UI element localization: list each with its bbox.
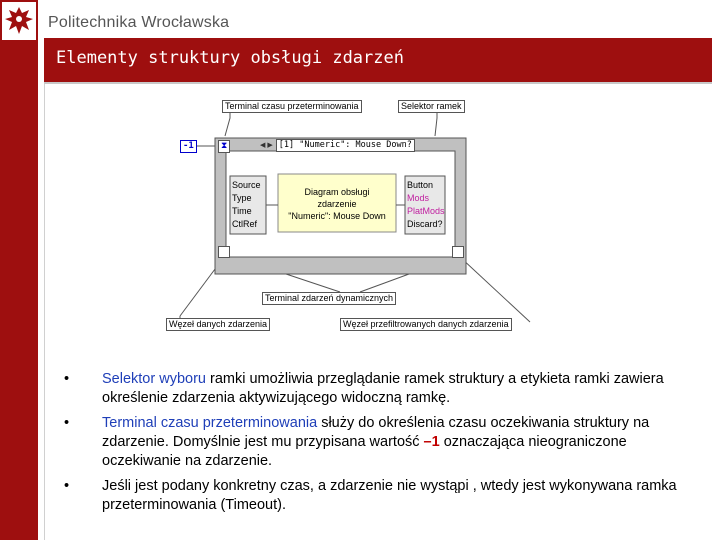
filter-data-node (407, 179, 447, 231)
left-item-source: Source (232, 180, 261, 190)
event-structure-diagram (160, 96, 540, 336)
hourglass-icon: ⧗ (218, 140, 230, 153)
bullet-item (60, 477, 700, 515)
sidebar-stripe (0, 0, 38, 540)
frame-content (278, 186, 396, 222)
title-bar (44, 38, 712, 84)
eagle-icon (2, 2, 36, 40)
bullet-item (60, 414, 700, 471)
brand-name: Politechnika Wrocławska (48, 14, 230, 31)
selector-text: [1] "Numeric": Mouse Down? (276, 139, 415, 152)
dynamic-terminal-label: Terminal zdarzeń dynamicznych (262, 292, 396, 305)
right-item-platmods: PlatMods (407, 206, 445, 216)
left-item-type: Type (232, 193, 252, 203)
bullet-item (60, 370, 700, 408)
left-item-ctlref: CtlRef (232, 219, 258, 229)
event-data-node-label: Węzeł danych zdarzenia (166, 318, 270, 331)
page-title: Elementy struktury obsługi zdarzeń (56, 48, 404, 68)
center-line-1: Diagram obsługi (304, 187, 370, 197)
selector-right-arrow-icon[interactable]: ▶ (267, 142, 273, 149)
dynamic-terminal-left (218, 246, 230, 258)
frame-selector[interactable] (260, 139, 455, 151)
center-line-3: "Numeric": Mouse Down (288, 211, 386, 221)
center-line-2: zdarzenie (317, 199, 357, 209)
bullet-dot: • (64, 371, 70, 387)
left-item-time: Time (232, 206, 252, 216)
university-logo (2, 2, 36, 40)
bullet-text: służy do określenia czasu oczekiwania struktury na zdarzenie. Domyślnie jest mu przypisana wartość (102, 415, 650, 450)
timeout-constant: -1 (180, 140, 197, 153)
right-item-button: Button (407, 180, 434, 190)
event-data-node (232, 179, 266, 231)
bullet-text: –1 (423, 434, 440, 450)
right-item-mods: Mods (407, 193, 430, 203)
bullet-dot: • (64, 478, 70, 494)
bullet-text: Terminal czasu przeterminowania (102, 415, 318, 431)
filter-data-node-label: Węzeł przefiltrowanych danych zdarzenia (340, 318, 512, 331)
selector-left-arrow-icon[interactable]: ◀ (260, 142, 266, 149)
bullet-text: Jeśli jest podany konkretny czas, a zdarzenie nie wystąpi , wtedy jest wykonywana ramka przeterminowania (Timeout). (102, 478, 677, 513)
frame-selector-label: Selektor ramek (398, 100, 465, 113)
bullet-text: ramki umożliwia przeglądanie ramek struktury a etykieta ramki zawiera określenie zdarzenia aktywizującego widoczną ramkę. (102, 371, 664, 406)
timeout-terminal-label: Terminal czasu przeterminowania (222, 100, 362, 113)
bullet-dot: • (64, 415, 70, 431)
dynamic-terminal-right (452, 246, 464, 258)
bullet-text: Selektor wyboru (102, 371, 206, 387)
bullet-list (60, 370, 700, 521)
right-item-discard: Discard? (407, 219, 443, 229)
bullet-text: oznaczająca nieograniczone oczekiwanie na zdarzenie. (102, 434, 627, 469)
content-divider (44, 84, 45, 540)
